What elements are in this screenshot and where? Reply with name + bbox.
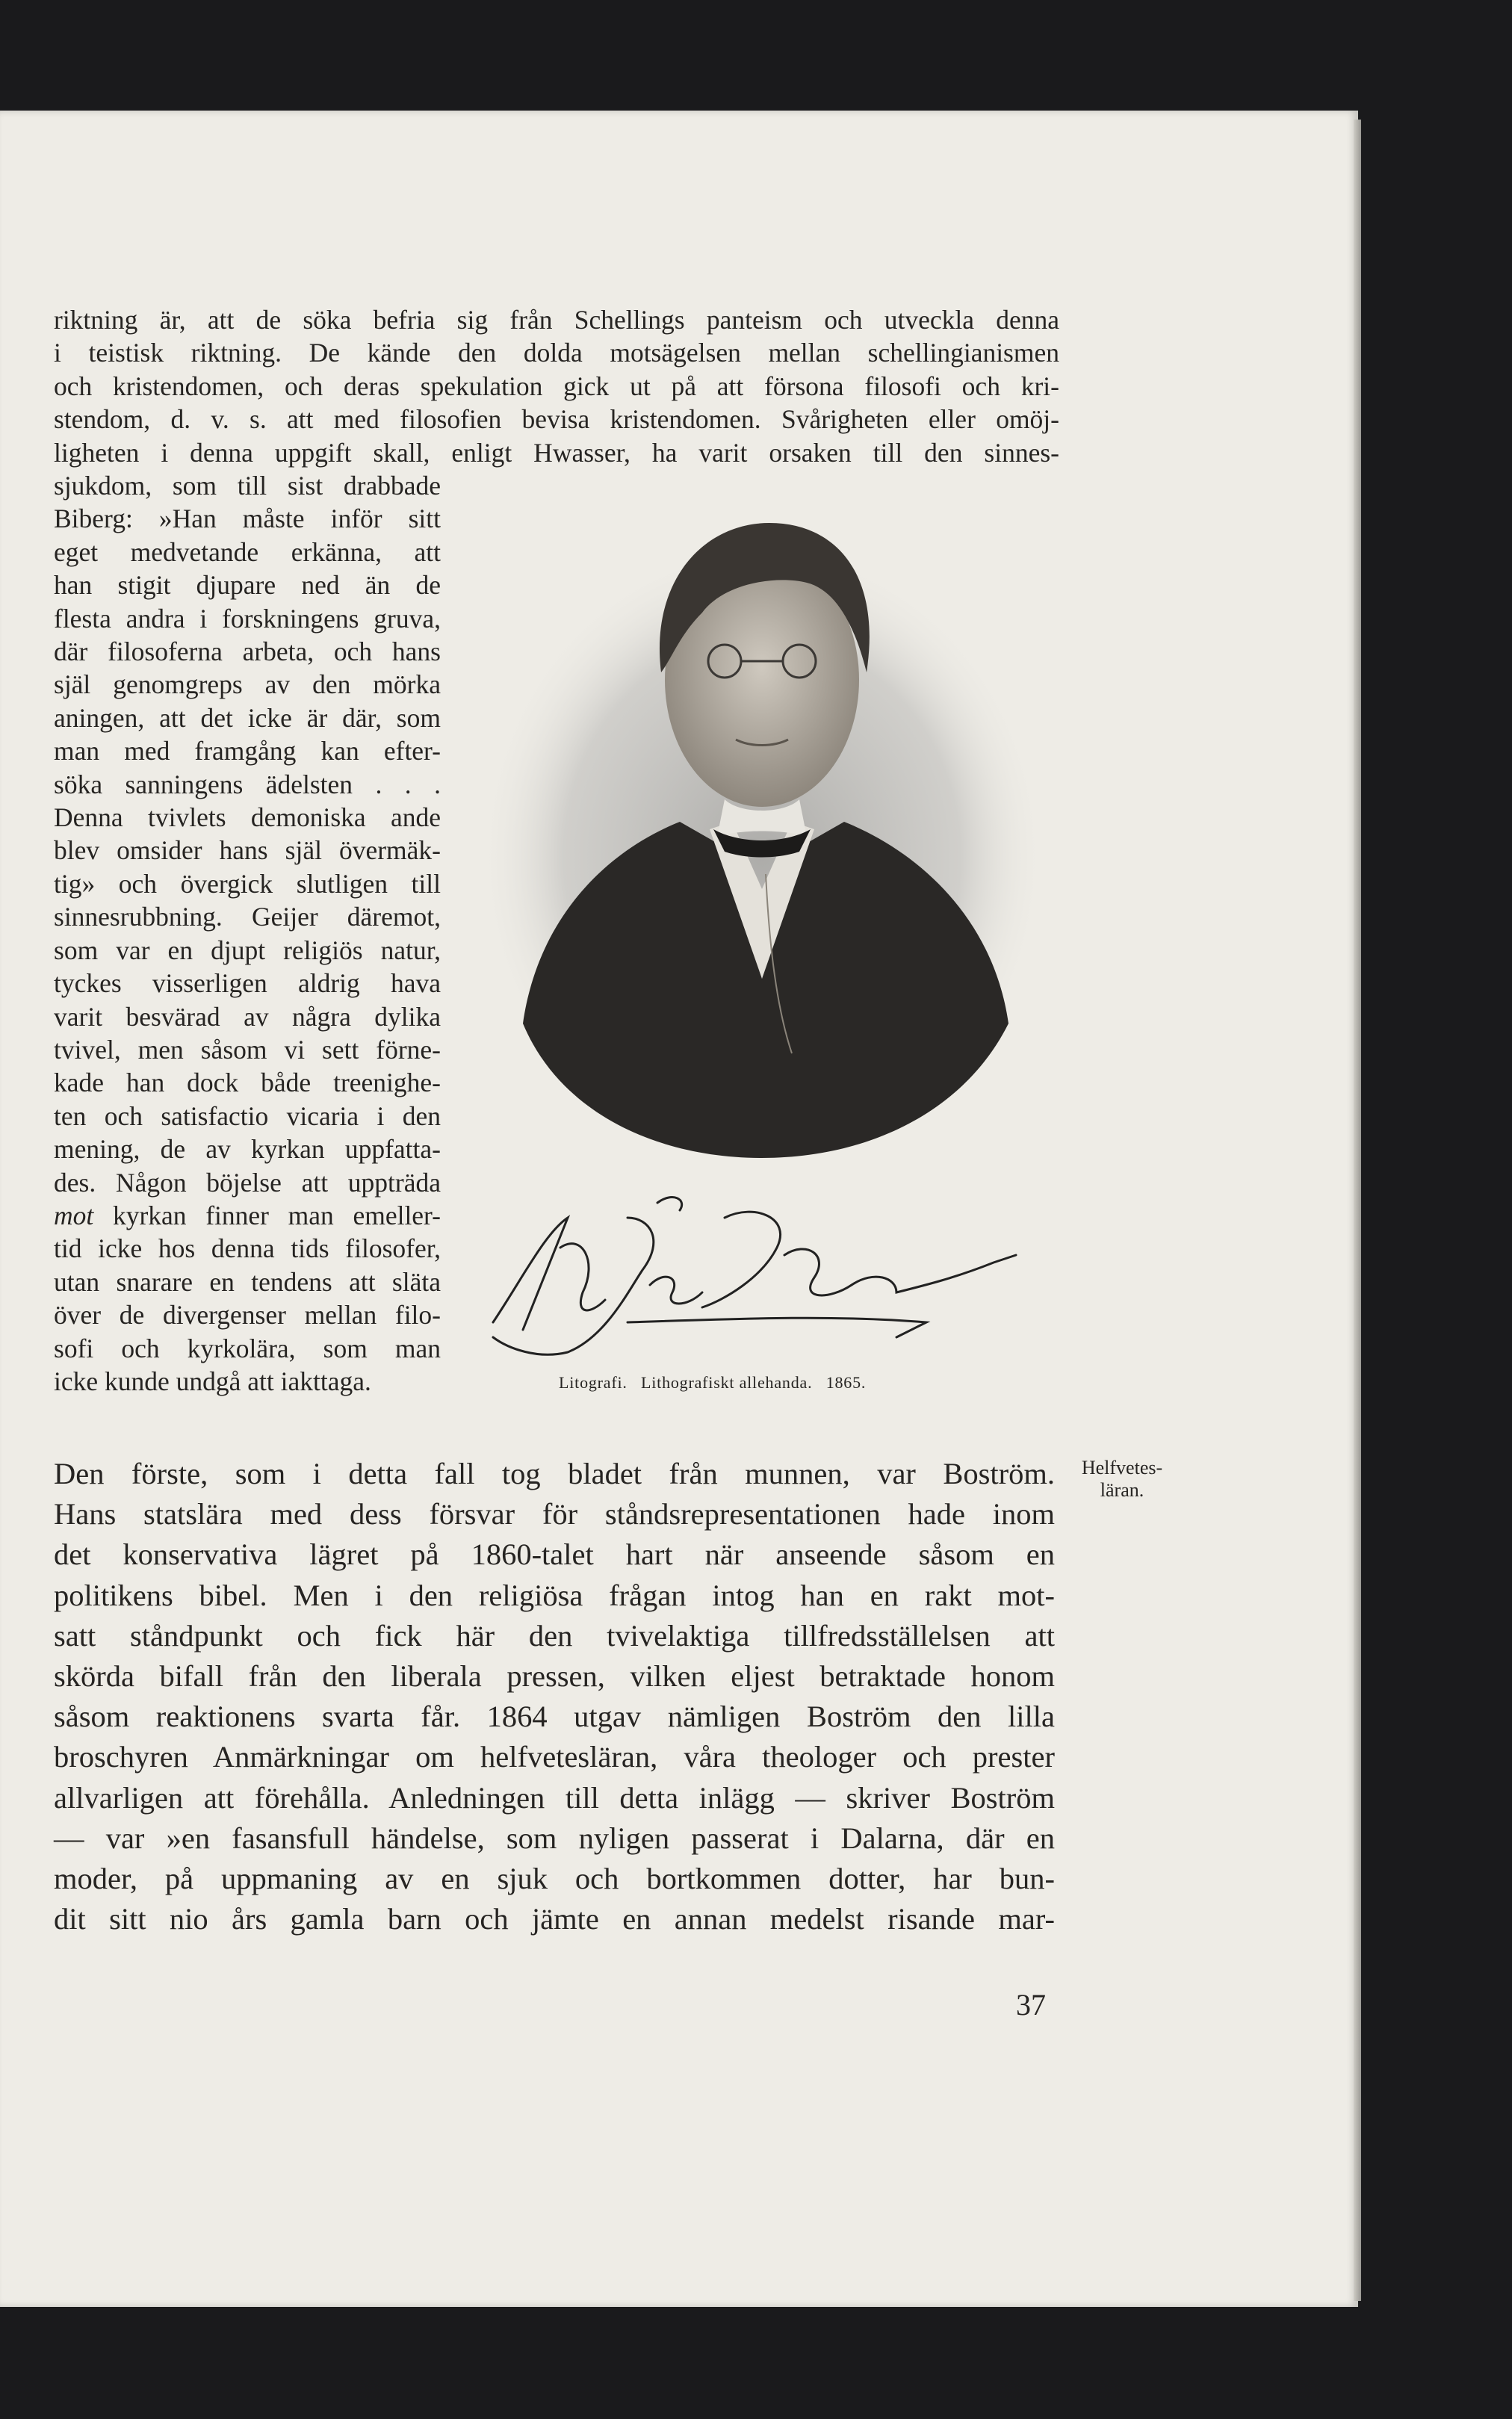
text-line: tvivel, men såsom vi sett förne-: [54, 1034, 441, 1065]
text-line: och kristendomen, och deras spekulation gick ut på att försona filosofi och kri-: [54, 371, 1059, 401]
text-line: där filosoferna arbeta, och hans: [54, 637, 441, 667]
text-line: blev omsider hans själ övermäk-: [54, 835, 441, 866]
caption-technique: Litografi.: [559, 1373, 628, 1392]
text-line: ten och satisfactio vicaria i den: [54, 1100, 441, 1131]
text-line: söka sanningens ädelsten . . .: [54, 769, 441, 799]
text-line: såsom reaktionens svarta får. 1864 utgav nämligen Boström den lilla: [54, 1700, 1055, 1734]
text-line: moder, på uppmaning av en sjuk och bortkommen dotter, har bun-: [54, 1862, 1055, 1896]
text-line: man med framgång kan efter-: [54, 736, 441, 766]
italic-word: mot: [54, 1200, 94, 1230]
upper-paragraph: [54, 303, 1059, 469]
text-line-rest: kyrkan finner man emeller-: [112, 1200, 441, 1230]
text-line: satt ståndpunkt och fick här den tvivelaktiga tillfredsställelsen att: [54, 1618, 1055, 1653]
text-line: — var »en fasansfull händelse, som nyligen passerat i Dalarna, där en: [54, 1821, 1055, 1855]
portrait-lithograph: [478, 501, 1046, 1173]
text-line: politikens bibel. Men i den religiösa frågan intog han en rakt mot-: [54, 1578, 1055, 1612]
text-line: stendom, d. v. s. att med filosofien bevisa kristendomen. Svårigheten eller omöj-: [54, 404, 1059, 435]
text-line: riktning är, att de söka befria sig från Schellings panteism och utveckla denna: [54, 305, 1059, 335]
caption-source: Lithografiskt allehanda.: [641, 1373, 813, 1392]
text-line: tyckes visserligen aldrig hava: [54, 968, 441, 999]
text-line: kade han dock både treenighe-: [54, 1068, 441, 1098]
text-line: ligheten i denna uppgift skall, enligt Hwasser, ha varit orsaken till den sinnes-: [54, 437, 1059, 468]
text-line: des. Någon böjelse att uppträda: [54, 1167, 441, 1198]
text-line: broschyren Anmärkningar om helfvetesläran, våra theologer och prester: [54, 1740, 1055, 1774]
text-line: sinnesrubbning. Geijer däremot,: [54, 902, 441, 932]
margin-note: [1070, 1457, 1174, 1502]
text-line: sofi och kyrkolära, som man: [54, 1333, 441, 1363]
text-line: som var en djupt religiös natur,: [54, 935, 441, 965]
text-line: allvarligen att förehålla. Anledningen till detta inlägg — skriver Boström: [54, 1780, 1055, 1815]
page-number: 37: [1016, 1988, 1046, 2022]
text-line: själ genomgreps av den mörka: [54, 669, 441, 700]
text-line: över de divergenser mellan filo-: [54, 1300, 441, 1331]
text-line: aningen, att det icke är där, som: [54, 702, 441, 733]
text-line: eget medvetande erkänna, att: [54, 536, 441, 567]
text-line: i teistisk riktning. De kände den dolda motsägelsen mellan schellingianismen: [54, 338, 1059, 368]
margin-note-line: läran.: [1100, 1479, 1144, 1501]
text-line: mening, de av kyrkan uppfatta-: [54, 1134, 441, 1165]
text-line: han stigit djupare ned än de: [54, 570, 441, 601]
signature-image: [478, 1188, 1031, 1367]
text-line: icke kunde undgå att iakttaga.: [54, 1366, 371, 1396]
text-line: Den förste, som i detta fall tog bladet från munnen, var Boström.: [54, 1457, 1055, 1490]
text-line: [54, 1199, 441, 1232]
text-line: Denna tvivlets demoniska ande: [54, 802, 441, 833]
main-paragraph: [54, 1454, 1055, 1939]
text-line: det konservativa lägret på 1860-talet hart när anseende såsom en: [54, 1537, 1055, 1572]
text-line: utan snarare en tendens att släta: [54, 1266, 441, 1297]
text-line: dit sitt nio års gamla barn och jämte en annan medelst risande mar-: [54, 1902, 1055, 1936]
text-line: sjukdom, som till sist drabbade: [54, 471, 441, 501]
text-line: Biberg: »Han måste inför sitt: [54, 504, 441, 534]
text-line: tig» och övergick slutligen till: [54, 868, 441, 899]
text-line: flesta andra i forskningens gruva,: [54, 603, 441, 634]
page-edge: [1354, 120, 1361, 2301]
figure-caption: [559, 1373, 875, 1393]
text-line: skörda bifall från den liberala pressen, vilken eljest betraktade honom: [54, 1659, 1055, 1694]
narrow-column: [54, 469, 441, 1398]
margin-note-line: Helfvetes-: [1081, 1457, 1163, 1478]
caption-year: 1865.: [825, 1373, 867, 1392]
text-line: tid icke hos denna tids filosofer,: [54, 1233, 441, 1264]
text-line: Hans statslära med dess försvar för ståndsrepresentationen hade inom: [54, 1497, 1055, 1531]
text-line: varit besvärad av några dylika: [54, 1001, 441, 1032]
